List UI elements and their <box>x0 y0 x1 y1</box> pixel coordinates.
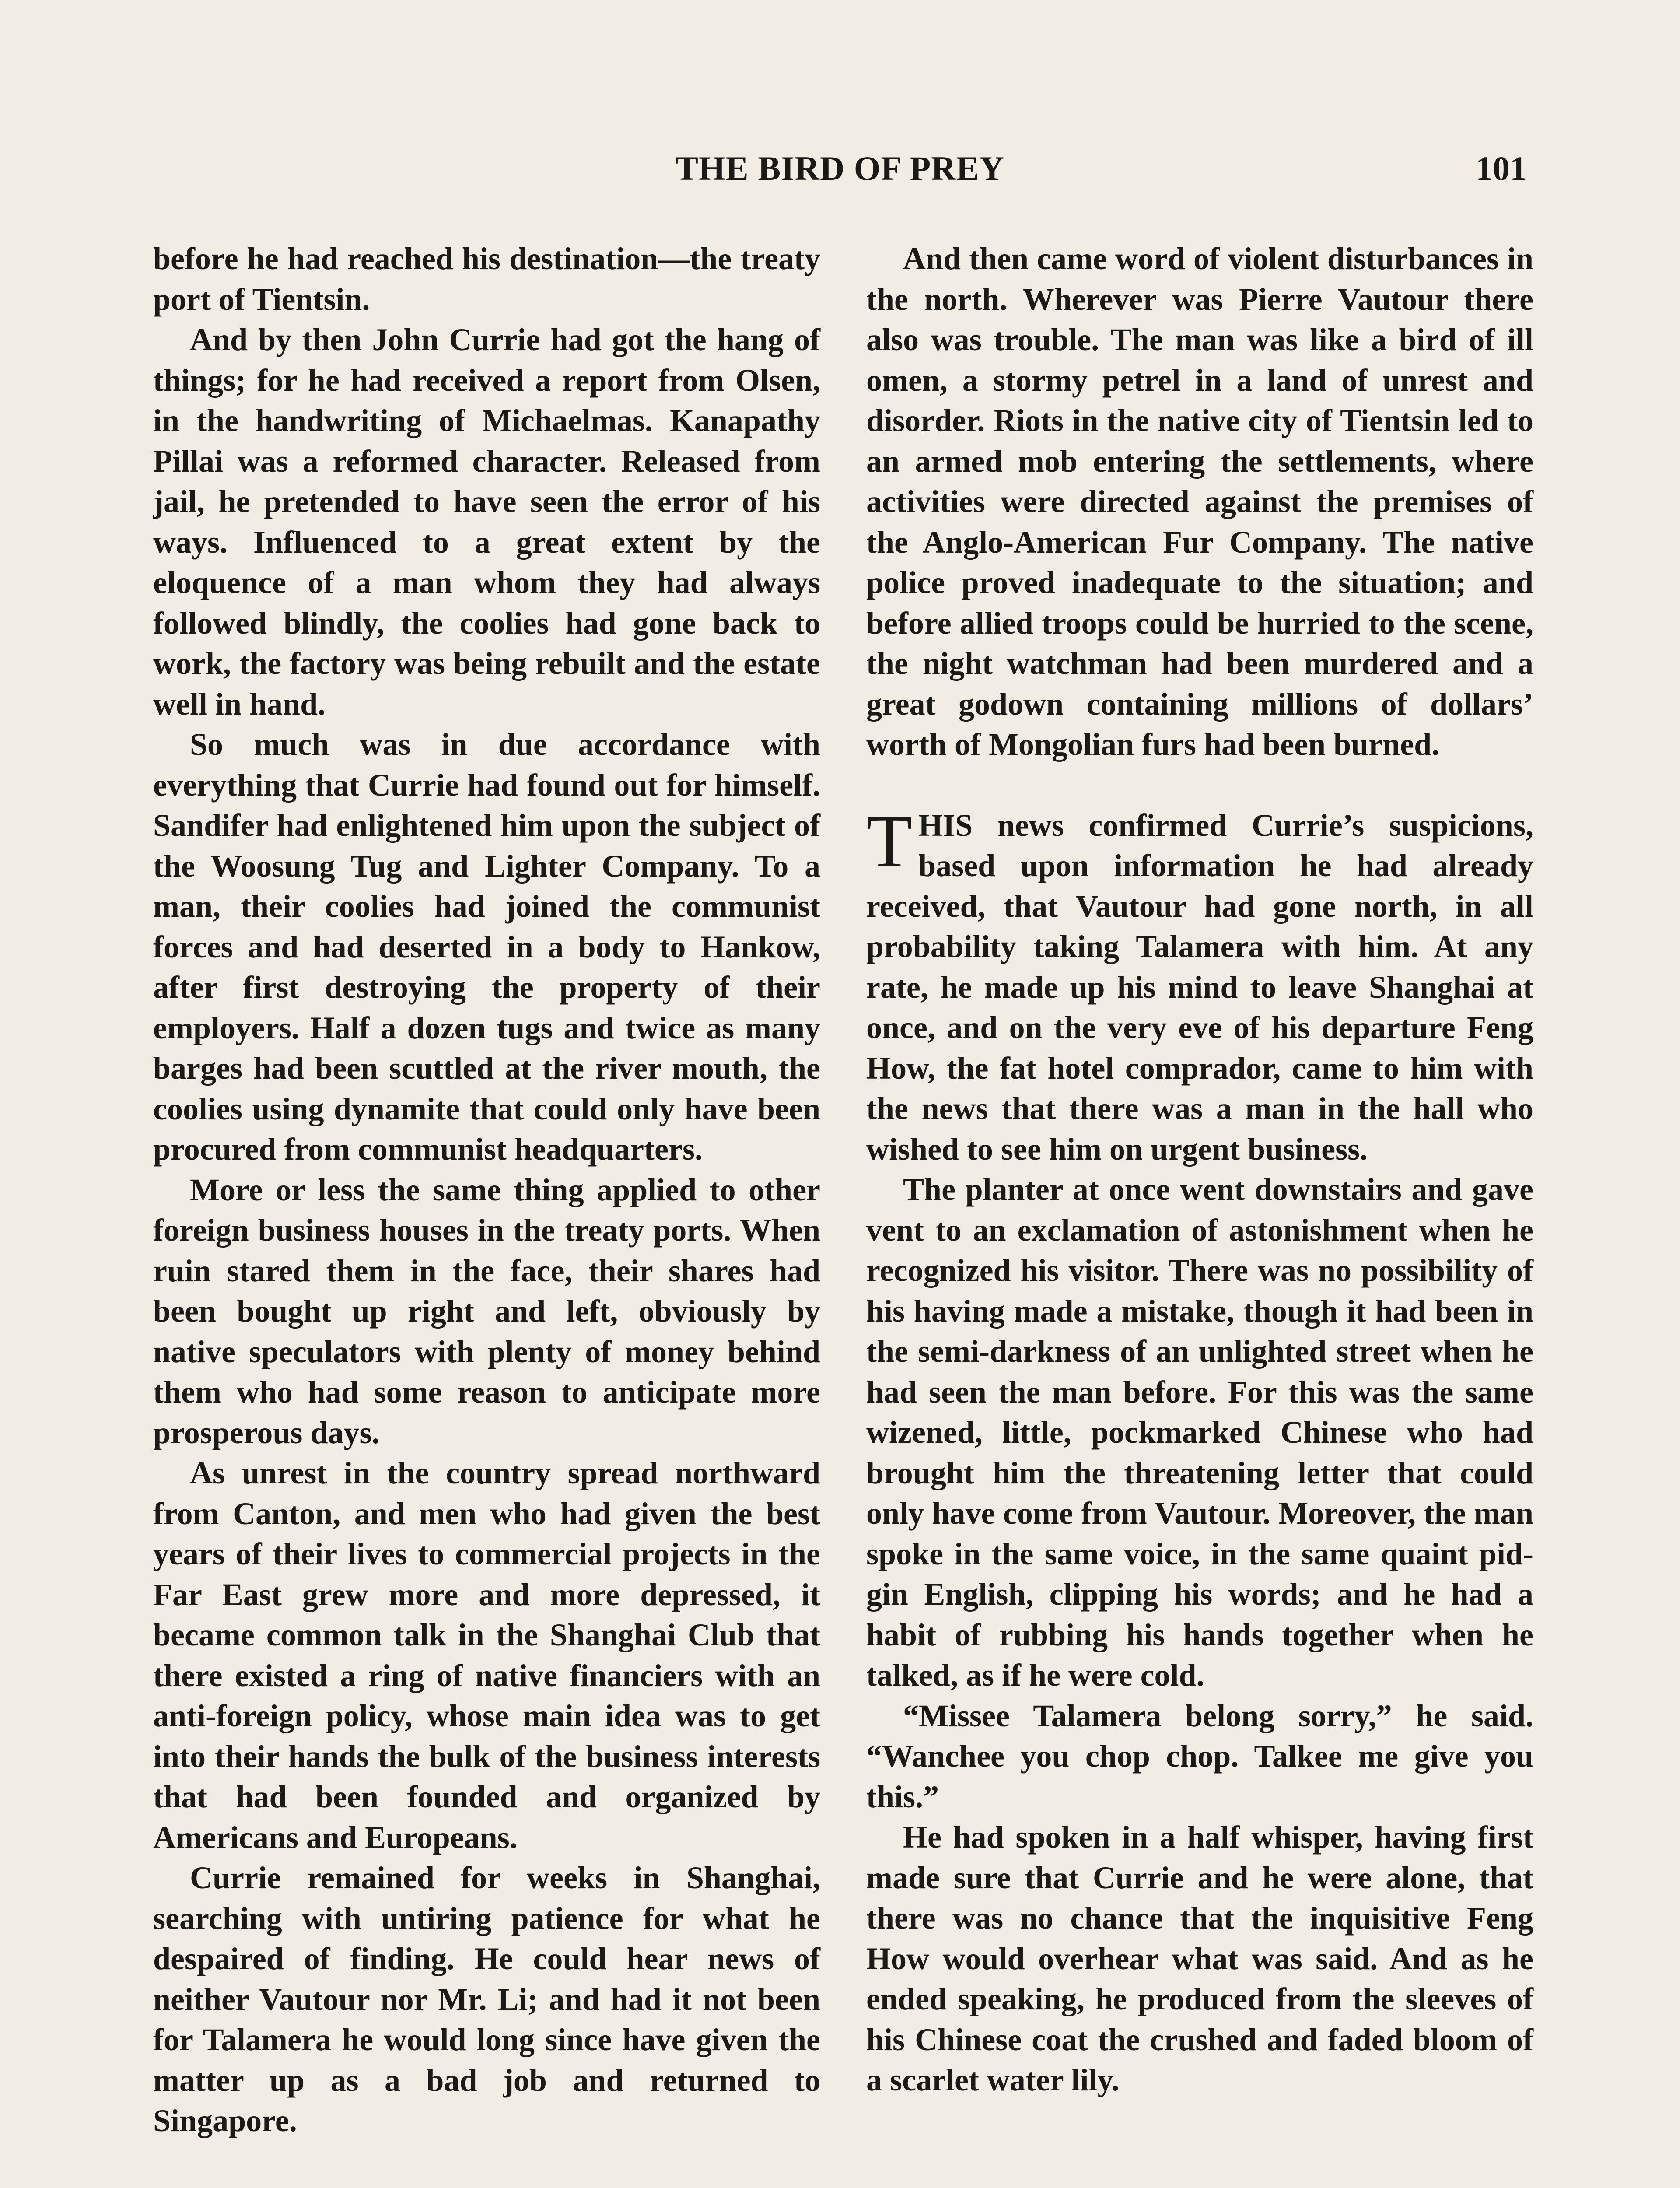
left-column <box>153 238 820 2141</box>
paragraph: The planter at once went downstairs and gave vent to an exclamation of astonishment when he recognized his visitor. There was no possibility of his having made a mistake, though it had been in the semi-darkness of an unlighted street when he had seen the man before. For this was the same wizened, little, pockmarked Chinese who had brought him the threatening letter that could only have come from Vautour. Moreover, the man spoke in the same voice, in the same quaint pidgin English, clipping his words; and he had a habit of rubbing his hands together when he talked, as if he were cold. <box>866 1172 1533 1693</box>
section-opening-paragraph <box>866 799 1533 1170</box>
drop-cap-paragraph-text: HIS news confirmed Currie’s suspicions, based upon information he had already received, that Vautour had gone north, in all probability taking Talamera with him. At any rate, he made up his mind to leave Shanghai at once, and on the very eve of his departure Feng How, the fat hotel comprador, came to him with the news that there was a man in the hall who wished to see him on urgent business. <box>866 807 1533 1167</box>
paragraph: And then came word of violent disturbances in the north. Wherever was Pierre Vautour there also was trouble. The man was like a bird of ill omen, a stormy petrel in a land of unrest and disorder. Riots in the native city of Tientsin led to an armed mob entering the settlements, where activities were directed against the premises of the Anglo-American Fur Company. The native police proved inadequate to the situation; and before allied troops could be hurried to the scene, the night watchman had been murdered and a great godown containing millions of dollars’ worth of Mongolian furs had been burned. <box>866 241 1533 762</box>
paragraph: And by then John Currie had got the hang of things; for he had received a report from Olsen, in the handwriting of Michaelmas. Kanapathy Pillai was a reformed character. Released from jail, he pretended to have seen the error of his ways. Influenced to a great extent by the eloquence of a man whom they had always followed blindly, the coolies had gone back to work, the factory was being rebuilt and the estate well in hand. <box>153 322 820 722</box>
paragraph: As unrest in the country spread northward from Canton, and men who had given the best years of their lives to commercial projects in the Far East grew more and more depressed, it became common talk in the Shanghai Club that there existed a ring of native financiers with an anti-foreign policy, whose main idea was to get into their hands the bulk of the business interests that had been founded and organized by Americans and Europeans. <box>153 1455 820 1855</box>
paragraph: More or less the same thing applied to other foreign business houses in the treaty ports. When ruin stared them in the face, their shares had been bought up right and left, obviously by native speculators with plenty of money behind them who had some reason to anticipate more prosperous days. <box>153 1172 820 1450</box>
running-title: THE BIRD OF PREY <box>675 149 1004 187</box>
page-number: 101 <box>1476 149 1527 187</box>
page-header <box>153 149 1527 201</box>
paragraph: Currie remained for weeks in Shanghai, searching with untiring patience for what he despaired of finding. He could hear news of neither Vautour nor Mr. Li; and had it not been for Talamera he would long since have given the matter up as a bad job and returned to Singapore. <box>153 1860 820 2138</box>
paragraph: He had spoken in a half whisper, having first made sure that Currie and he were alone, that there was no chance that the inquisitive Feng How would overhear what was said. And as he ended speaking, he produced from the sleeves of his Chinese coat the crushed and faded bloom of a scarlet water lily. <box>866 1820 1533 2097</box>
paragraph: So much was in due accordance with everything that Currie had found out for himself. Sandifer had enlightened him upon the subject of the Woosung Tug and Lighter Company. To a man, their coolies had joined the communist forces and had deserted in a body to Hankow, after first destroying the property of their employers. Half a dozen tugs and twice as many barges had been scuttled at the river mouth, the coolies using dynamite that could only have been procured from communist headquarters. <box>153 727 820 1167</box>
drop-cap: T <box>866 799 913 883</box>
paragraph: “Missee Talamera belong sorry,” he said. “Wanchee you chop chop. Talkee me give you this.” <box>866 1698 1533 1814</box>
right-column <box>866 238 1533 2100</box>
paragraph: before he had reached his destination—the treaty port of Tientsin. <box>153 241 820 317</box>
